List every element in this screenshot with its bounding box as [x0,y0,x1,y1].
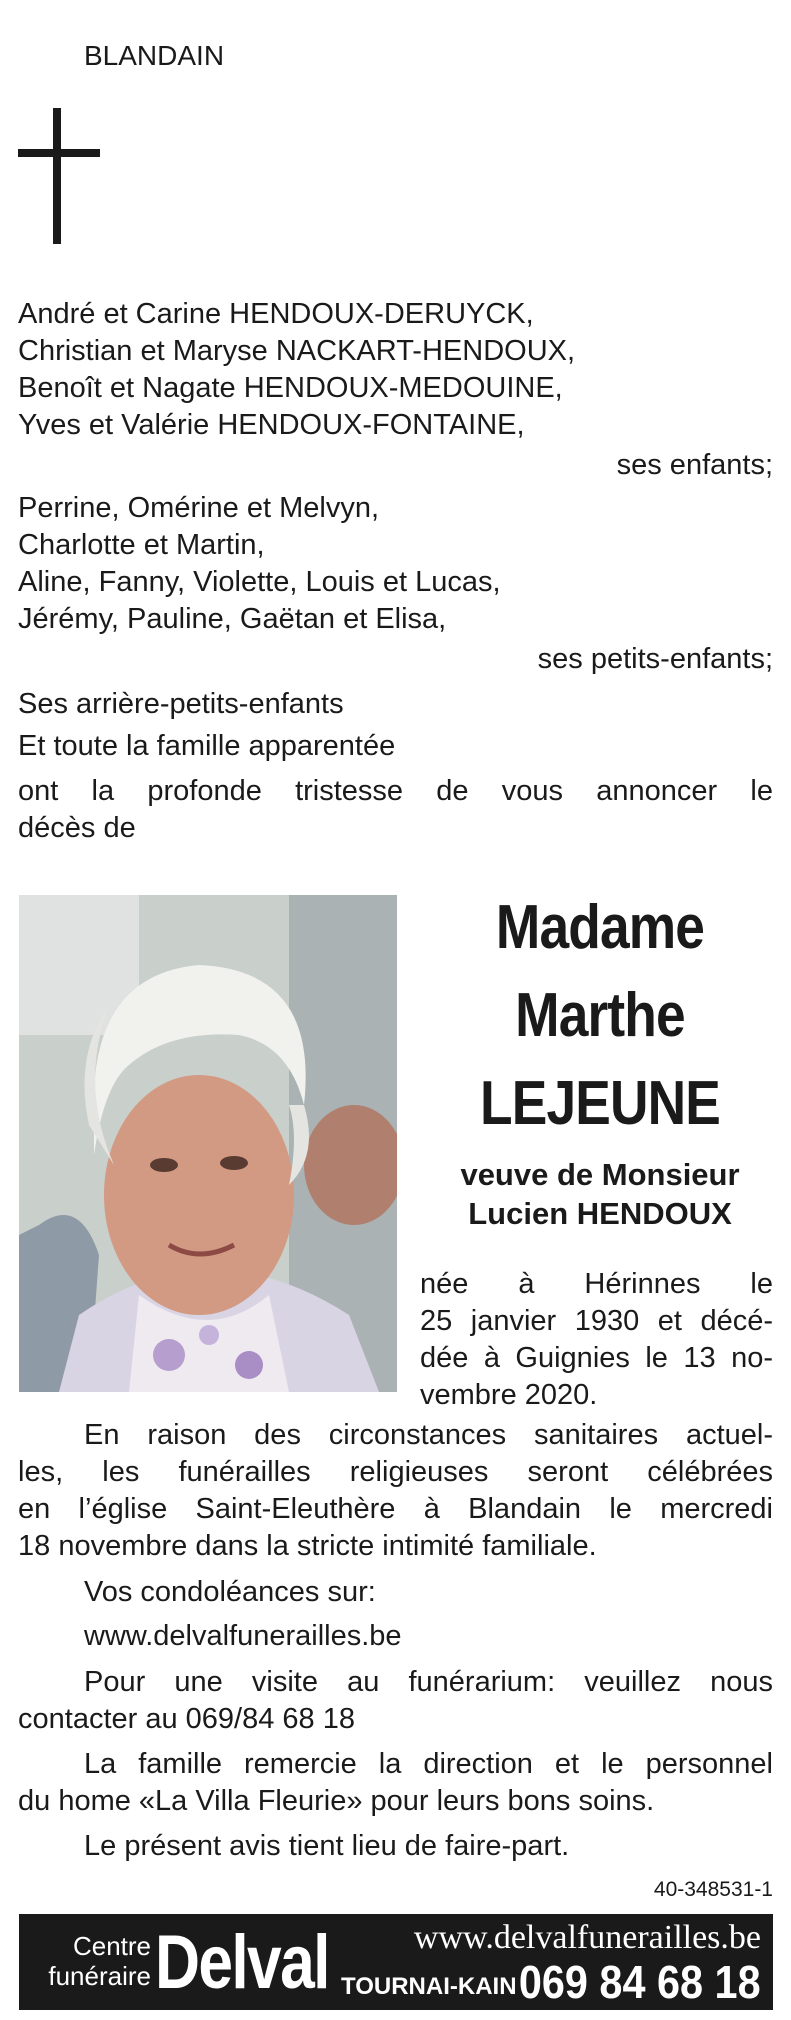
grandchild-line: Jérémy, Pauline, Gaëtan et Elisa, [18,603,447,635]
body-line: En raison des circonstances sanitaires actuel- [84,1419,773,1451]
footer-centre: Centre [72,1931,151,1961]
closing-line: Le présent avis tient lieu de faire-part. [84,1830,570,1862]
child-line: André et Carine HENDOUX-DERUYCK, [18,298,534,330]
birth-line: née à Hérinnes le [420,1268,773,1300]
footer-phone: 069 84 68 18 [519,1956,761,2008]
website-line: www.delvalfunerailles.be [84,1620,402,1652]
relatives-line: Et toute la famille apparentée [18,730,396,762]
brand-logo: Delval [155,1920,329,2005]
reference-number: 40-348531-1 [653,1878,773,1901]
great-grandchildren-line: Ses arrière-petits-enfants [18,688,344,720]
town-name: BLANDAIN [84,40,225,71]
grandchild-line: Charlotte et Martin, [18,529,265,561]
condolences-line: Vos condoléances sur: [84,1576,376,1608]
funeral-home-banner [19,1914,773,2010]
children-role: ses enfants; [616,449,773,481]
footer-url: www.delvalfunerailles.be [413,1919,761,1956]
visit-line: Pour une visite au funérarium: veuillez nous [84,1666,773,1698]
birth-line: dée à Guignies le 13 no- [420,1342,773,1374]
grandchild-line: Aline, Fanny, Violette, Louis et Lucas, [18,566,501,598]
announce-line: ont la profonde tristesse de vous annoncer le [18,775,773,807]
widow-line: veuve de Monsieur [460,1157,740,1192]
deceased-last-name: LEJEUNE [480,1069,720,1138]
footer-city: TOURNAI-KAIN [341,1973,517,2000]
thanks-line: du home «La Villa Fleurie» pour leurs bons soins. [18,1785,655,1817]
thanks-line: La famille remercie la direction et le personnel [84,1748,773,1780]
birth-line: vembre 2020. [420,1379,598,1411]
deceased-title: Madame [495,893,705,962]
grandchild-line: Perrine, Omérine et Melvyn, [18,492,380,524]
body-line: 18 novembre dans la stricte intimité familiale. [18,1530,597,1562]
visit-line: contacter au 069/84 68 18 [18,1703,355,1735]
grandchildren-role: ses petits-enfants; [537,643,773,675]
deceased-first-name: Marthe [515,981,685,1050]
body-line: les, les funérailles religieuses seront célébrées [18,1456,773,1488]
child-line: Yves et Valérie HENDOUX-FONTAINE, [18,409,525,441]
portrait-photo [19,895,397,1392]
footer-funeraire: funéraire [48,1961,151,1991]
child-line: Christian et Maryse NACKART-HENDOUX, [18,335,576,367]
birth-line: 25 janvier 1930 et décé- [420,1305,773,1337]
body-line: en l’église Saint-Eleuthère à Blandain le mercredi [18,1493,773,1525]
widow-line: Lucien HENDOUX [468,1196,732,1231]
announce-line: décès de [18,812,136,844]
child-line: Benoît et Nagate HENDOUX-MEDOUINE, [18,372,563,404]
